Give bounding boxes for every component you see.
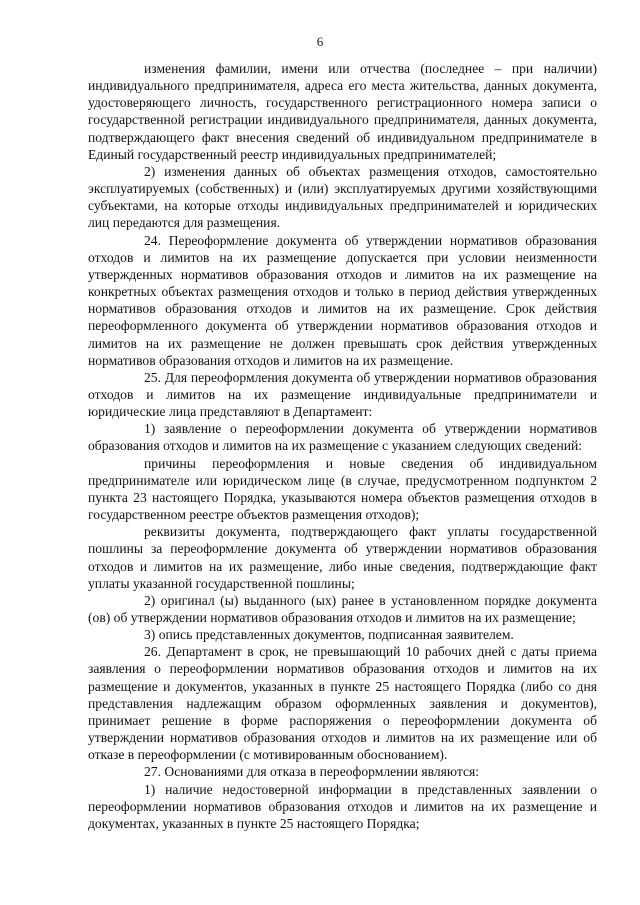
paragraph: 1) заявление о переоформлении документа об утверждении нормативов образования отходов и лимитов на их размещение с указанием следующих сведений:	[88, 421, 597, 454]
paragraph: причины переоформления и новые сведения об индивидуальном предпринимателе или юридическом лице (в случае, предусмотренном подпунктом 2 пункта 23 настоящего Порядка, указываются номера объектов размещения отходов в государственном реестре объектов размещения отходов);	[88, 455, 597, 523]
paragraph: 24. Переоформление документа об утверждении нормативов образования отходов и лимитов на их размещение допускается при условии неизменности утвержденных нормативов образования отходов и лимитов на их размещение на конкретных объектах размещения отходов и только в период действия утвержденных нормативов образования отходов и лимитов на их размещение. Срок действия переоформленного документа об утверждении нормативов образования отходов и лимитов на их размещение не должен превышать срок действия утвержденных нормативов образования отходов и лимитов на их размещение.	[88, 232, 597, 368]
page-number: 6	[316, 34, 324, 49]
paragraph: 26. Департамент в срок, не превышающий 10 рабочих дней с даты приема заявления о переоформлении нормативов образования отходов и лимитов на их размещение и документов, указанных в пункте 25 настоящего Порядка (либо со дня представления надлежащим образом оформленных заявления и документов), принимает решение в форме распоряжения о переоформлении документа об утверждении нормативов образования отходов и лимитов на их размещение или об отказе в переоформлении (с мотивированным обоснованием).	[88, 644, 597, 763]
paragraph: 1) наличие недостоверной информации в представленных заявлении о переоформлении нормативов образования отходов и лимитов на их размещение и документах, указанных в пункте 25 настоящего Порядка;	[88, 781, 597, 831]
paragraph: 2) оригинал (ы) выданного (ых) ранее в установленном порядке документа (ов) об утверждении нормативов образования отходов и лимитов на их размещение;	[88, 592, 597, 625]
paragraph: изменения фамилии, имени или отчества (последнее – при наличии) индивидуального предпринимателя, адреса его места жительства, данных документа, удостоверяющего личность, государственного регистрационного номера записи о государственной регистрации индивидуального предпринимателя, данных документа, подтверждающего факт внесения сведений об индивидуальном предпринимателе в Единый государственный реестр индивидуальных предпринимателей;	[88, 61, 597, 162]
paragraph: 25. Для переоформления документа об утверждении нормативов образования отходов и лимитов на их размещение индивидуальные предприниматели и юридические лица представляют в Департамент:	[88, 369, 597, 420]
paragraph: 27. Основаниями для отказа в переоформлении являются:	[144, 764, 480, 780]
paragraph: 2) изменения данных об объектах размещения отходов, самостоятельно эксплуатируемых (собственных) и (или) эксплуатируемых другими хозяйствующими субъектами, на которые отходы индивидуальных предпринимателей и юридических лиц передаются для размещения.	[88, 163, 597, 231]
paragraph: реквизиты документа, подтверждающего факт уплаты государственной пошлины за переоформление документа об утверждении нормативов образования отходов и лимитов на их размещение, либо иные сведения, подтверждающие факт уплаты указанной государственной пошлины;	[88, 524, 597, 591]
paragraph: 3) опись представленных документов, подписанная заявителем.	[144, 627, 514, 643]
document-body	[88, 60, 597, 832]
